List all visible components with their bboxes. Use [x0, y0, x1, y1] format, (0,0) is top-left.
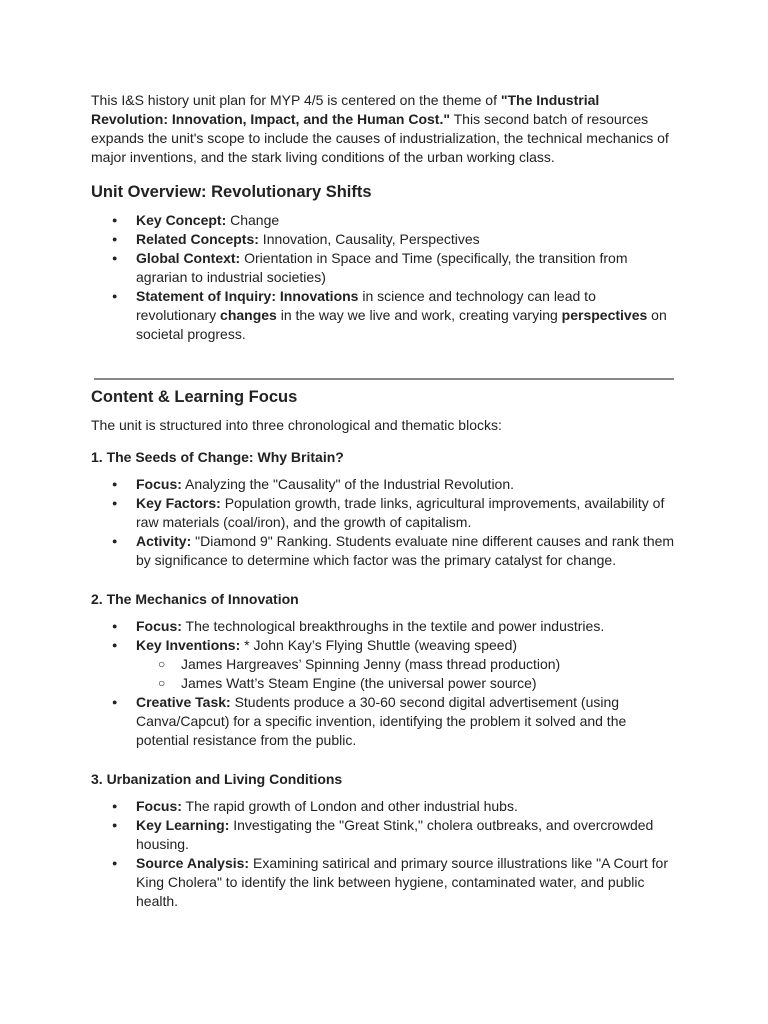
- block-heading: 2. The Mechanics of Innovation: [91, 591, 299, 607]
- overview-heading: Unit Overview: Revolutionary Shifts: [91, 183, 372, 201]
- block-heading: 3. Urbanization and Living Conditions: [91, 771, 343, 787]
- statement-of-inquiry: ● Statement of Inquiry: Innovations in science and technology can lead to revolutionary changes in the way we live and work, creating varying perspectives on societal progress.: [91, 287, 677, 344]
- overview-list: [91, 211, 677, 344]
- inventions-sublist: [136, 655, 677, 693]
- content-intro: The unit is structured into three chronological and thematic blocks:: [91, 417, 502, 433]
- list-item: ● Related Concepts: Innovation, Causality, Perspectives: [91, 230, 677, 249]
- list-item: ● Creative Task: Students produce a 30-60 second digital advertisement (using Canva/Capcut) for a specific invention, identifying the problem it solved and the potential resistance from the public.: [91, 693, 677, 750]
- content-heading: Content & Learning Focus: [91, 388, 298, 406]
- block-urbanization: [91, 770, 677, 911]
- list-item: ● Activity: "Diamond 9" Ranking. Students evaluate nine different causes and rank them by significance to determine which factor was the primary catalyst for change.: [91, 532, 677, 570]
- list-item: ● Focus: The rapid growth of London and other industrial hubs.: [91, 797, 677, 816]
- list-item: ● Global Context: Orientation in Space and Time (specifically, the transition from agrarian to industrial societies): [91, 249, 677, 287]
- section-divider: [94, 378, 674, 380]
- list-item: ● Key Learning: Investigating the "Great Stink," cholera outbreaks, and overcrowded housing.: [91, 816, 677, 854]
- intro-text: This I&S history unit plan for MYP 4/5 is centered on the theme of: [91, 92, 501, 108]
- block-why-britain: [91, 448, 677, 570]
- list-item: ● Focus: Analyzing the "Causality" of the Industrial Revolution.: [91, 475, 677, 494]
- list-item: ● Key Factors: Population growth, trade links, agricultural improvements, availability of raw materials (coal/iron), and the growth of capitalism.: [91, 494, 677, 532]
- intro-text-continued: This second batch of resources expands the unit's scope to include the causes of industrialization, the technical mechanics of major inventions, and the stark living conditions of the urban working class.: [91, 111, 669, 165]
- intro-paragraph: [91, 91, 677, 167]
- block-heading: 1. The Seeds of Change: Why Britain?: [91, 449, 344, 465]
- intro-theme: "The Industrial Revolution: Innovation, Impact, and the Human Cost.": [91, 92, 600, 127]
- sub-list-item: ○ James Watt’s Steam Engine (the universal power source): [136, 674, 677, 693]
- list-item: ● Source Analysis: Examining satirical and primary source illustrations like "A Court for King Cholera" to identify the link between hygiene, contaminated water, and public health.: [91, 854, 677, 911]
- list-item: ● Focus: The technological breakthroughs in the textile and power industries.: [91, 617, 677, 636]
- list-item: ● Key Inventions: * John Kay’s Flying Shuttle (weaving speed) ○ James Hargreaves’ Spinning Jenny (mass thread production) ○ James Watt’s Steam Engine (the universal power source): [91, 636, 677, 693]
- sub-list-item: ○ James Hargreaves’ Spinning Jenny (mass thread production): [136, 655, 677, 674]
- block-mechanics: [91, 590, 677, 750]
- list-item: ● Key Concept: Change: [91, 211, 677, 230]
